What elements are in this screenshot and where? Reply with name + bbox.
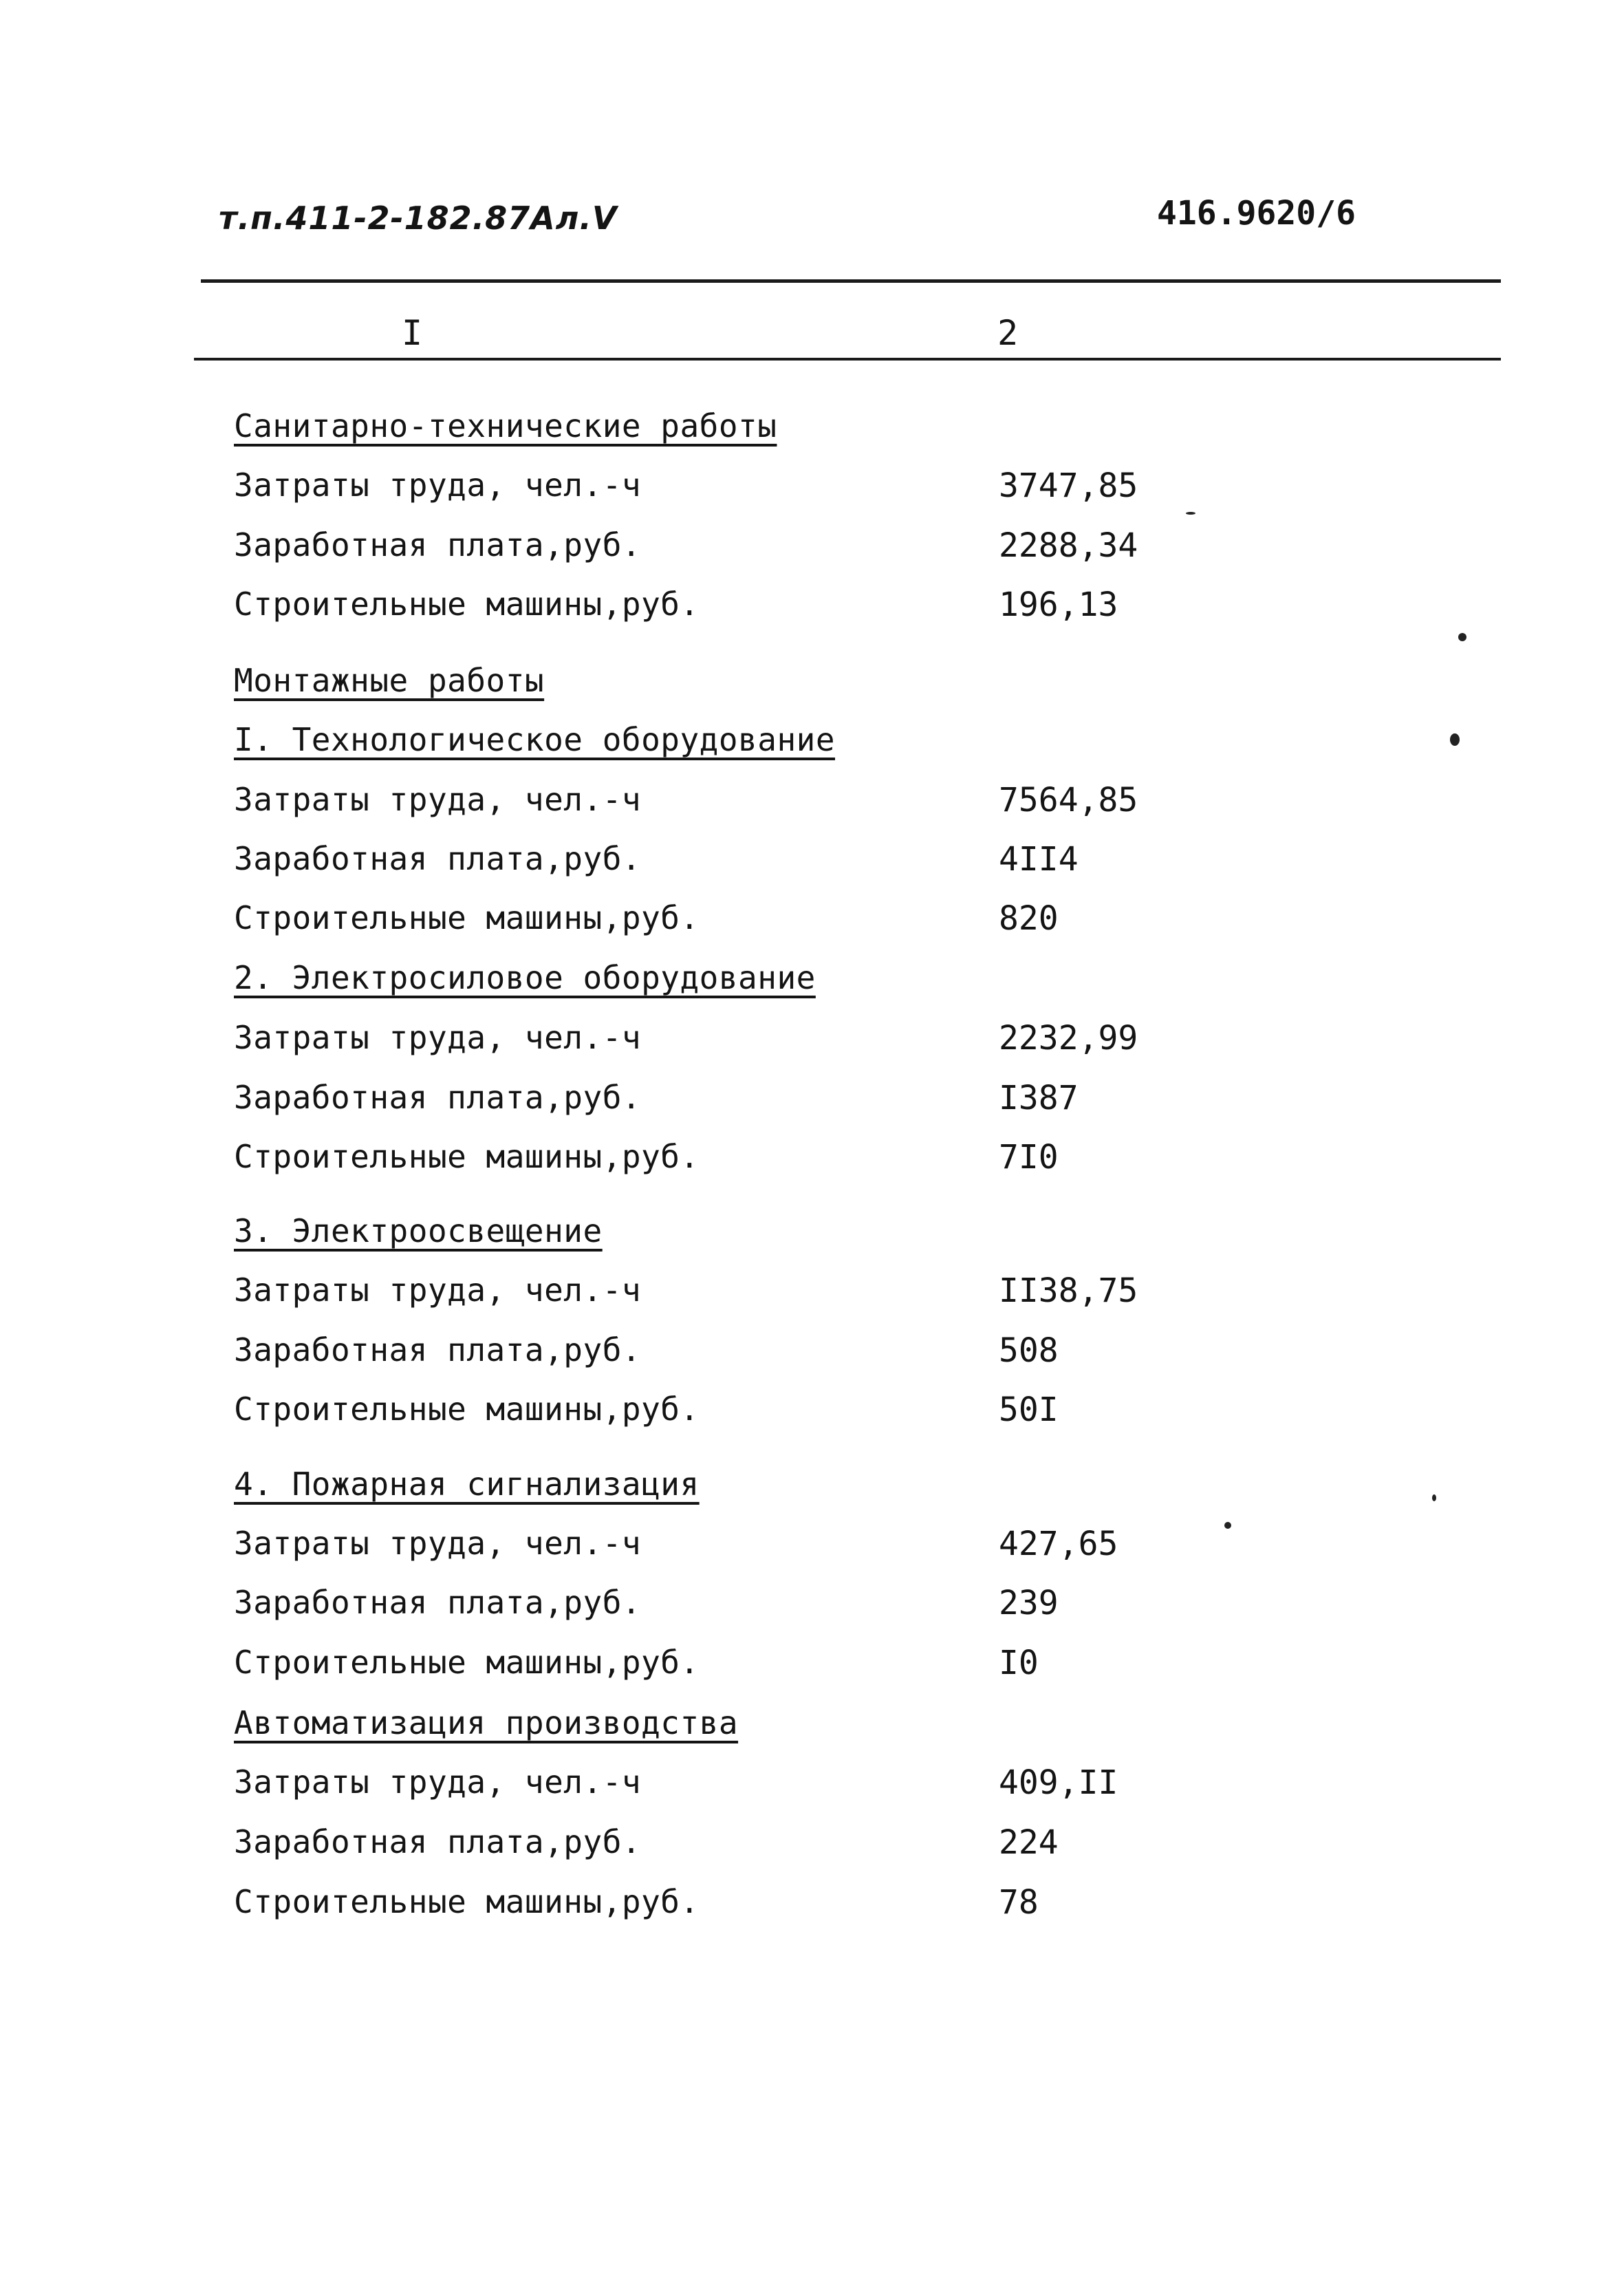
row-label: Заработная плата,руб. xyxy=(234,1823,642,1860)
row-label: Затраты труда, чел.-ч xyxy=(234,1271,642,1309)
table-row xyxy=(234,1466,1541,1521)
column-header-1: I xyxy=(402,313,423,353)
table-row xyxy=(234,1763,1541,1818)
row-label: 2. Электросиловое оборудование xyxy=(234,959,816,996)
table-row xyxy=(234,840,1541,895)
table-row xyxy=(234,1212,1541,1267)
row-value: II38,75 xyxy=(999,1271,1138,1310)
row-value: 224 xyxy=(999,1823,1059,1862)
table-row xyxy=(234,1823,1541,1878)
row-value: 4II4 xyxy=(999,840,1079,879)
header-bottom-rule xyxy=(194,358,1501,361)
row-value: 427,65 xyxy=(999,1525,1118,1563)
row-label: Санитарно-технические работы xyxy=(234,407,777,444)
table-row xyxy=(234,586,1541,641)
table-row xyxy=(234,1644,1541,1699)
row-label: Монтажные работы xyxy=(234,662,545,699)
scan-speck xyxy=(1186,512,1195,515)
row-value: 196,13 xyxy=(999,586,1118,624)
row-value: 78 xyxy=(999,1883,1039,1922)
row-label: Строительные машины,руб. xyxy=(234,899,700,936)
row-label: Затраты труда, чел.-ч xyxy=(234,1763,642,1801)
table-row xyxy=(234,1271,1541,1327)
row-value: 3747,85 xyxy=(999,466,1138,505)
top-rule xyxy=(201,279,1501,283)
table-row xyxy=(234,407,1541,462)
row-label: Затраты труда, чел.-ч xyxy=(234,1525,642,1562)
scan-speck xyxy=(1432,1494,1436,1501)
row-label: Затраты труда, чел.-ч xyxy=(234,781,642,818)
row-value: I387 xyxy=(999,1079,1079,1117)
table-row xyxy=(234,959,1541,1014)
row-label: Заработная плата,руб. xyxy=(234,526,642,563)
scan-speck xyxy=(1224,1522,1231,1529)
row-value: I0 xyxy=(999,1644,1039,1682)
row-label: Строительные машины,руб. xyxy=(234,1138,700,1175)
row-label: Заработная плата,руб. xyxy=(234,1331,642,1368)
table-row xyxy=(234,466,1541,522)
row-value: 2288,34 xyxy=(999,526,1138,565)
table-row xyxy=(234,1019,1541,1074)
row-label: 3. Электроосвещение xyxy=(234,1212,603,1249)
row-value: 7I0 xyxy=(999,1138,1059,1177)
table-row xyxy=(234,1584,1541,1639)
table-row xyxy=(234,1883,1541,1938)
table-row xyxy=(234,899,1541,954)
row-label: I. Технологическое оборудование xyxy=(234,721,836,758)
row-value: 508 xyxy=(999,1331,1059,1370)
row-label: Затраты труда, чел.-ч xyxy=(234,1019,642,1056)
row-value: 820 xyxy=(999,899,1059,938)
table-row xyxy=(234,526,1541,581)
table-row xyxy=(234,1138,1541,1193)
row-label: Затраты труда, чел.-ч xyxy=(234,466,642,504)
row-value: 239 xyxy=(999,1584,1059,1622)
table-row xyxy=(234,721,1541,776)
row-label: Заработная плата,руб. xyxy=(234,1584,642,1621)
table-row xyxy=(234,781,1541,836)
row-label: Строительные машины,руб. xyxy=(234,1644,700,1681)
row-label: 4. Пожарная сигнализация xyxy=(234,1466,700,1503)
row-value: 409,II xyxy=(999,1763,1118,1802)
row-value: 50I xyxy=(999,1391,1059,1429)
column-header-2: 2 xyxy=(997,313,1019,353)
row-label: Заработная плата,руб. xyxy=(234,1079,642,1116)
row-label: Заработная плата,руб. xyxy=(234,840,642,877)
sheet-number: 416.9620/6 xyxy=(1157,194,1356,233)
table-row xyxy=(234,1525,1541,1580)
row-value: 7564,85 xyxy=(999,781,1138,819)
scan-speck xyxy=(1450,733,1460,746)
table-row xyxy=(234,662,1541,717)
table-row xyxy=(234,1331,1541,1386)
scan-speck xyxy=(1458,633,1466,641)
row-label: Строительные машины,руб. xyxy=(234,586,700,623)
row-label: Строительные машины,руб. xyxy=(234,1883,700,1920)
row-label: Строительные машины,руб. xyxy=(234,1391,700,1428)
table-row xyxy=(234,1704,1541,1759)
row-label: Автоматизация производства xyxy=(234,1704,739,1741)
document-code: т.п.411-2-182.87Ал.V xyxy=(219,200,618,237)
table-row xyxy=(234,1079,1541,1134)
row-value: 2232,99 xyxy=(999,1019,1138,1058)
table-row xyxy=(234,1391,1541,1446)
